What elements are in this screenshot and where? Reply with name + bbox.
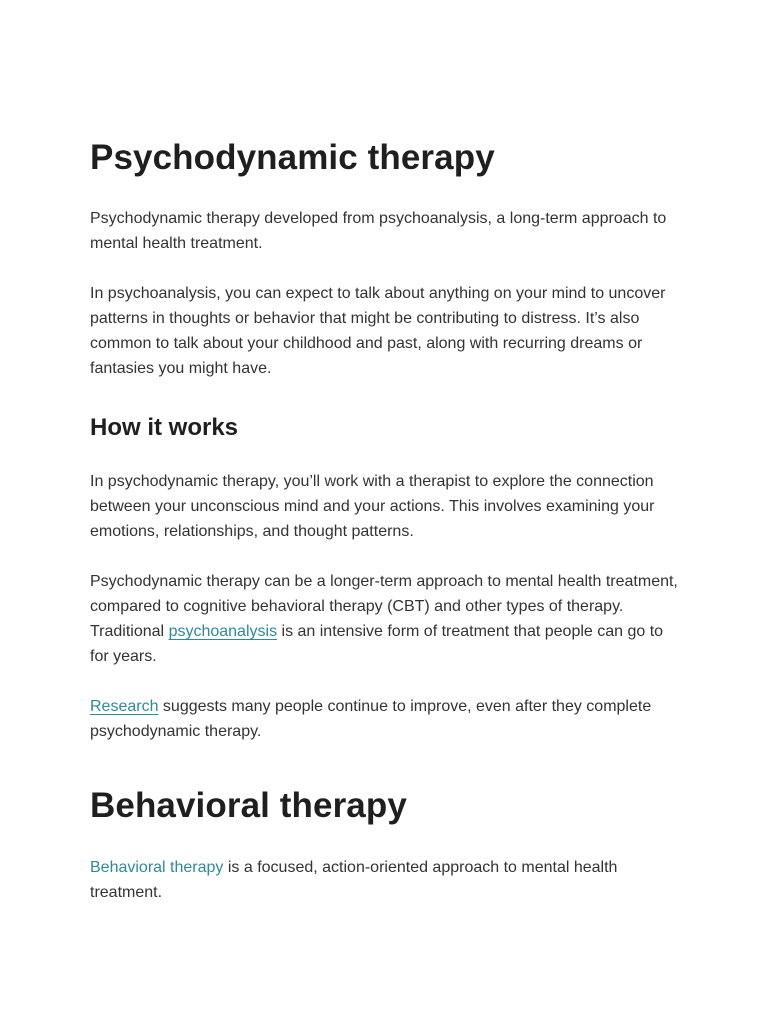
section-title-psychodynamic: Psychodynamic therapy bbox=[90, 138, 495, 177]
paragraph-longer-term-text-2: is an intensive form of treatment that people can go to for years. bbox=[90, 623, 664, 665]
paragraph-behavioral-text: is a focused, action-oriented approach to mental health treatment. bbox=[90, 859, 618, 901]
paragraph-longer-term bbox=[90, 569, 686, 669]
paragraph-intro: Psychodynamic therapy developed from psychoanalysis, a long-term approach to mental health treatment. bbox=[90, 210, 667, 252]
paragraph-research bbox=[90, 694, 686, 744]
section-title-behavioral: Behavioral therapy bbox=[90, 786, 407, 825]
behavioral-therapy-link[interactable]: Behavioral therapy bbox=[90, 859, 224, 876]
subsection-title-how-it-works: How it works bbox=[90, 414, 239, 441]
paragraph-psychoanalysis: In psychoanalysis, you can expect to talk about anything on your mind to uncover patterns in thoughts or behavior that might be contributing to distress. It’s also common to talk about your childhood and past, along with recurring dreams or fantasies you might have. bbox=[90, 285, 666, 377]
research-link[interactable]: Research bbox=[90, 698, 159, 715]
paragraph-research-text: suggests many people continue to improve, even after they complete psychodynamic therapy. bbox=[90, 698, 652, 740]
paragraph-how-it-works: In psychodynamic therapy, you’ll work with a therapist to explore the connection between your unconscious mind and your actions. This involves examining your emotions, relationships, and thought patterns. bbox=[90, 473, 655, 540]
psychoanalysis-link[interactable]: psychoanalysis bbox=[168, 623, 278, 640]
paragraph-behavioral bbox=[90, 855, 686, 905]
paragraph-longer-term-text-1: Psychodynamic therapy can be a longer-term approach to mental health treatment, compared to cognitive behavioral therapy (CBT) and other types of therapy. Traditional bbox=[90, 573, 678, 640]
